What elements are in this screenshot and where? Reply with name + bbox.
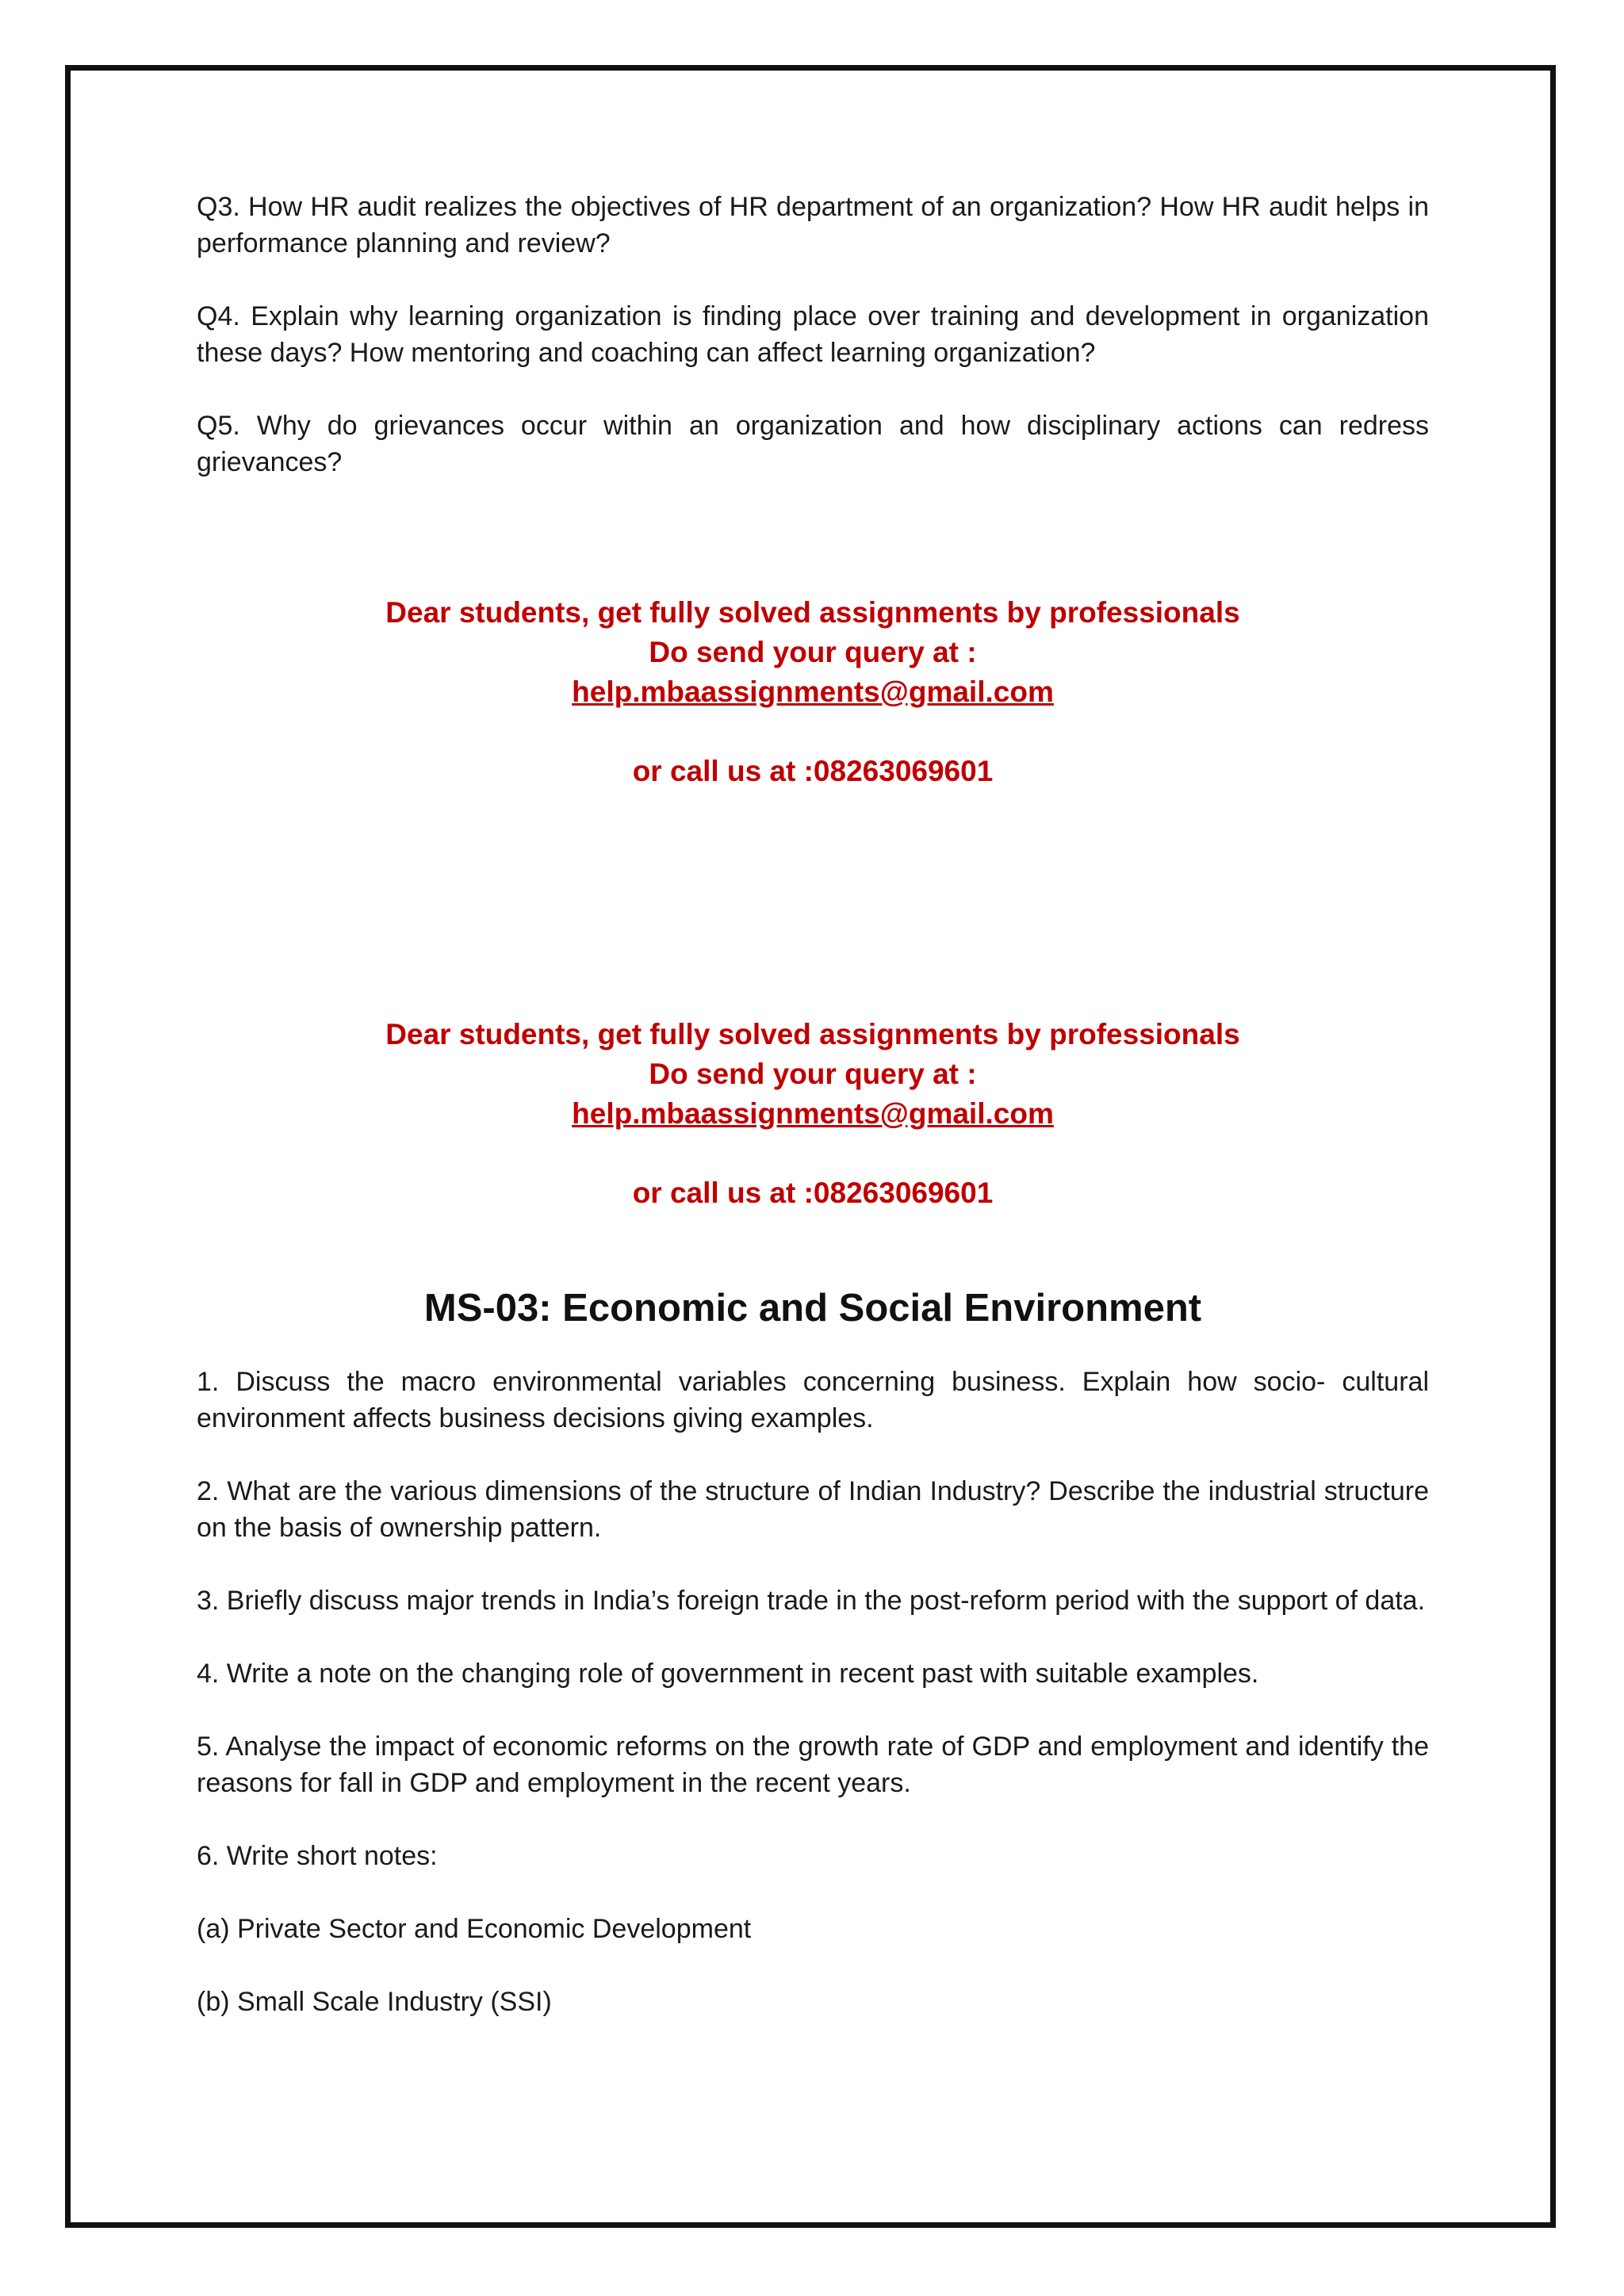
question-4: 4. Write a note on the changing role of government in recent past with suitable examples. [197,1659,1259,1689]
document-content [197,189,1429,2020]
promo-email-link[interactable]: help.mbaassignments@gmail.com [572,1097,1054,1130]
promo-headline: Dear students, get fully solved assignments by professionals [385,596,1240,629]
question-3: 3. Briefly discuss major trends in India’s foreign trade in the post-reform period with the support of data. [197,1586,1426,1616]
promo-block-2 [197,1015,1429,1213]
question-2: 2. What are the various dimensions of the structure of Indian Industry? Describe the industrial structure on the basis of ownership pattern. [197,1476,1429,1543]
promo-query-label: Do send your query at : [649,636,977,668]
question-q3: Q3. How HR audit realizes the objectives of HR department of an organization? How HR audit helps in performance planning and review? [197,192,1429,258]
question-q4: Q4. Explain why learning organization is finding place over training and development in organization these days? How mentoring and coaching can affect learning organization? [197,301,1429,368]
short-note-b: (b) Small Scale Industry (SSI) [197,1987,552,2017]
question-5: 5. Analyse the impact of economic reforms on the growth rate of GDP and employment and identify the reasons for fall in GDP and employment in the recent years. [197,1732,1429,1798]
promo-email-link[interactable]: help.mbaassignments@gmail.com [572,675,1054,708]
promo-phone: or call us at :08263069601 [632,755,994,787]
question-q5: Q5. Why do grievances occur within an organization and how disciplinary actions can redress grievances? [197,411,1429,477]
promo-query-label: Do send your query at : [649,1058,977,1090]
short-note-a: (a) Private Sector and Economic Development [197,1914,752,1944]
promo-phone: or call us at :08263069601 [632,1177,994,1209]
question-6: 6. Write short notes: [197,1841,438,1871]
promo-headline: Dear students, get fully solved assignments by professionals [385,1018,1240,1050]
section-title: MS-03: Economic and Social Environment [423,1287,1202,1330]
promo-block-1 [197,593,1429,791]
question-1: 1. Discuss the macro environmental variables concerning business. Explain how socio- cultural environment affects business decisions giving examples. [197,1367,1429,1433]
